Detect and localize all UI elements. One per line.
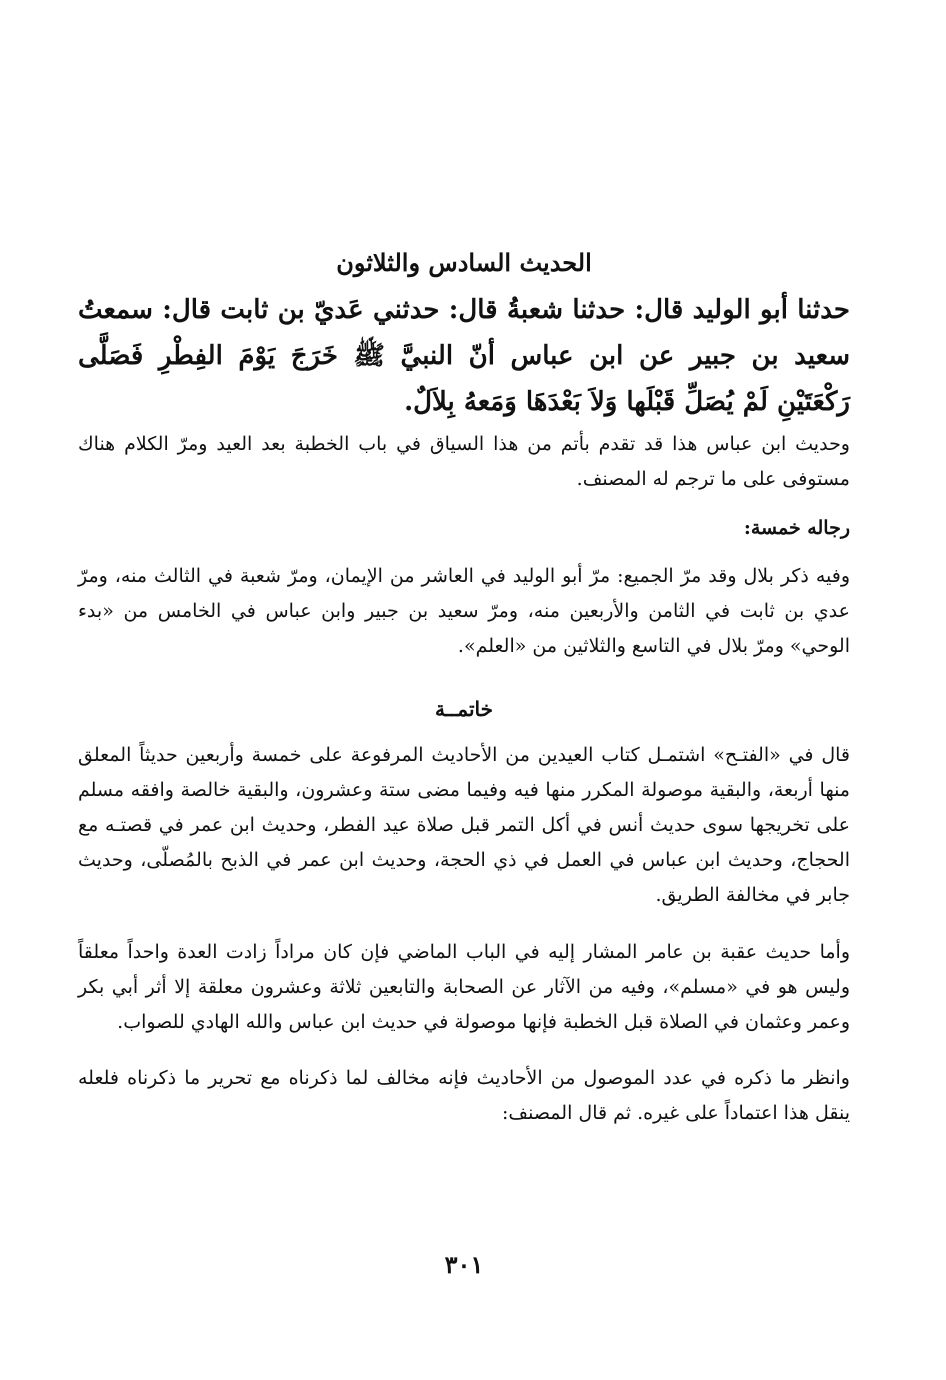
page-number: ٣٠١ (444, 1250, 484, 1279)
narrators-paragraph: وفيه ذكر بلال وقد مرّ الجميع: مرّ أبو الوليد في العاشر من الإيمان، ومرّ شعبة في الثالث منه، ومرّ عدي بن ثابت في الثامن والأربعين منه، ومرّ سعيد بن جبير وابن عباس في الخامس من «بدء الوحي» ومرّ بلال في التاسع والثلاثين من «العلم». (78, 565, 850, 657)
examine-paragraph: وانظر ما ذكره في عدد الموصول من الأحاديث فإنه مخالف لما ذكرناه مع تحرير ما ذكرناه فلعله ينقل هذا اعتماداً على غيره. ثم قال المصنف: (78, 1067, 850, 1124)
book-page (78, 0, 850, 1380)
uqba-paragraph: وأما حديث عقبة بن عامر المشار إليه في الباب الماضي فإن كان مراداً زادت العدة واحداً معلقاً وليس هو في «مسلم»، وفيه من الآثار عن الصحابة والتابعين ثلاثة وعشرون معلقة إلا أثر أبي بكر وعمر وعثمان في الصلاة قبل الخطبة فإنها موصولة في حديث ابن عباس والله الهادي للصواب. (78, 941, 850, 1033)
hadith-text: حدثنا أبو الوليد قال: حدثنا شعبةُ قال: حدثني عَديّ بن ثابت قال: سمعتُ سعيد بن جبير عن ابن عباس أنّ النبيَّ ﷺ خَرَجَ يَوْمَ الفِطْرِ فَصَلَّى رَكْعَتَيْنِ لَمْ يُصَلِّ قَبْلَها وَلاَ بَعْدَهَا وَمَعهُ بِلاَلٌ. (78, 295, 850, 417)
fath-paragraph: قال في «الفتـح» اشتمـل كتاب العيدين من الأحاديث المرفوعة على خمسة وأربعين حديثاً المعلق منها أربعة، والبقية موصولة المكرر منها فيه وفيما مضى ستة وعشرون، والبقية خالصة وافقه مسلم على تخريجها سوى حديث أنس في أكل التمر قبل صلاة عيد الفطر، وحديث ابن عمر في قصتـه مع الحجاج، وحديث ابن عباس في العمل في ذي الحجة، وحديث ابن عمر في الذبح بالمُصلّى، وحديث جابر في مخالفة الطريق. (78, 744, 850, 906)
chapter-title: الحديث السادس والثلاثون (336, 248, 592, 277)
conclusion-title: خاتمــة (434, 697, 494, 721)
commentary-paragraph: وحديث ابن عباس هذا قد تقدم بأتم من هذا السياق في باب الخطبة بعد العيد ومرّ الكلام هناك مستوفى على ما ترجم له المصنف. (78, 433, 850, 490)
narrators-heading: رجاله خمسة: (743, 517, 850, 539)
